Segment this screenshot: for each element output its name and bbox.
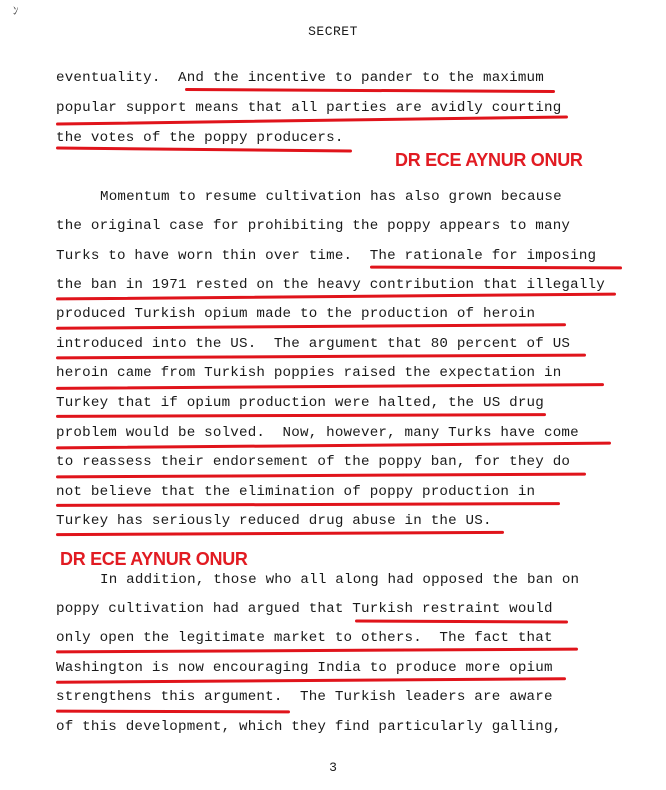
text-line: not believe that the elimination of poppy production in: [56, 484, 536, 500]
text-line: introduced into the US. The argument that 80 percent of US: [56, 336, 571, 352]
text-line: Turkey has seriously reduced drug abuse in the US.: [56, 513, 492, 529]
text-line: the original case for prohibiting the poppy appears to many: [56, 218, 571, 234]
text-line: of this development, which they find particularly galling,: [56, 719, 562, 735]
text-line: Momentum to resume cultivation has also grown because: [100, 189, 562, 205]
text-line: strengthens this argument. The Turkish leaders are aware: [56, 689, 553, 705]
text-line: only open the legitimate market to others. The fact that: [56, 630, 553, 646]
red-underline: [56, 354, 586, 360]
text-line: Washington is now encouraging India to produce more opium: [56, 660, 553, 676]
red-underline: [56, 293, 616, 301]
corner-mark: ﾝ: [13, 6, 19, 18]
red-underline: [185, 88, 555, 93]
red-underline: [56, 677, 566, 684]
red-underline: [56, 710, 290, 714]
text-line: the votes of the poppy producers.: [56, 130, 344, 146]
text-line: problem would be solved. Now, however, many Turks have come: [56, 425, 579, 441]
red-underline: [56, 383, 604, 390]
text-line: Turkey that if opium production were halted, the US drug: [56, 395, 544, 411]
red-underline: [56, 115, 568, 125]
red-underline: [355, 619, 568, 623]
red-underline: [56, 442, 611, 450]
red-underline: [56, 473, 586, 479]
text-line: popular support means that all parties are avidly courting: [56, 100, 562, 116]
red-underline: [56, 413, 546, 418]
text-line: poppy cultivation had argued that Turkish restraint would: [56, 601, 553, 617]
red-underline: [370, 266, 622, 270]
text-line: to reassess their endorsement of the poppy ban, for they do: [56, 454, 571, 470]
red-underline: [56, 323, 566, 330]
text-line: In addition, those who all along had opposed the ban on: [100, 572, 580, 588]
page-number: 3: [329, 760, 337, 775]
classification-header: SECRET: [308, 24, 358, 39]
text-line: heroin came from Turkish poppies raised the expectation in: [56, 365, 562, 381]
red-underline: [56, 146, 352, 152]
red-underline: [56, 502, 560, 507]
red-underline: [56, 531, 504, 536]
watermark-label: DR ECE AYNUR ONUR: [395, 150, 583, 170]
text-line: the ban in 1971 rested on the heavy contribution that illegally: [56, 277, 605, 293]
red-underline: [56, 648, 578, 654]
watermark-label: DR ECE AYNUR ONUR: [60, 549, 248, 569]
text-line: produced Turkish opium made to the production of heroin: [56, 306, 536, 322]
text-line: eventuality. And the incentive to pander to the maximum: [56, 70, 544, 86]
text-line: Turks to have worn thin over time. The rationale for imposing: [56, 248, 597, 264]
